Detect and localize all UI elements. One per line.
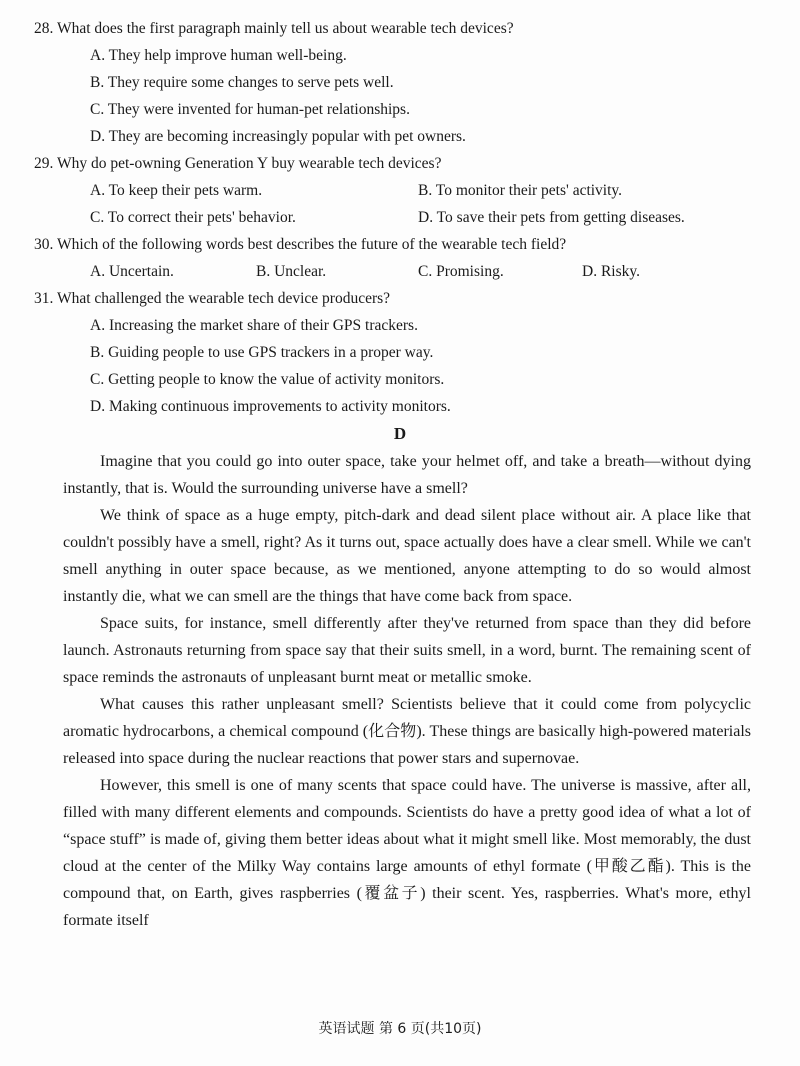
question-31-option-a: A. Increasing the market share of their GPS trackers. bbox=[90, 317, 418, 334]
question-28-option-c: C. They were invented for human-pet relationships. bbox=[90, 101, 410, 118]
passage-paragraph-1: Imagine that you could go into outer space, take your helmet off, and take a breath—without dying instantly, that is. Would the surrounding universe have a smell? bbox=[63, 453, 751, 497]
question-29-stem: 29. Why do pet-owning Generation Y buy wearable tech devices? bbox=[34, 155, 442, 172]
page-footer: 英语试题 第 6 页(共10页) bbox=[318, 1021, 482, 1037]
question-29-option-a: A. To keep their pets warm. bbox=[90, 182, 263, 199]
passage-paragraph-3: Space suits, for instance, smell differently after they've returned from space than they did before launch. Astronauts returning from space say that their suits smell, in a word, burnt. The remaining scent of space reminds the astronauts of unpleasant burnt meat or metallic smoke. bbox=[63, 615, 751, 686]
question-31-option-d: D. Making continuous improvements to activity monitors. bbox=[90, 398, 451, 415]
question-28-option-b: B. They require some changes to serve pets well. bbox=[90, 74, 394, 91]
question-30-option-d: D. Risky. bbox=[582, 263, 640, 280]
question-30-stem: 30. Which of the following words best describes the future of the wearable tech field? bbox=[34, 236, 567, 253]
question-28-option-a: A. They help improve human well-being. bbox=[90, 47, 347, 64]
question-29-option-d: D. To save their pets from getting diseases. bbox=[418, 209, 685, 226]
question-29-option-b: B. To monitor their pets' activity. bbox=[418, 182, 623, 199]
question-30-option-a: A. Uncertain. bbox=[90, 263, 174, 280]
passage-paragraph-5: However, this smell is one of many scents that space could have. The universe is massive, after all, filled with many different elements and compounds. Scientists do have a pretty good idea of what a lot of “space stuff” is made of, giving them better ideas about what it might smell like. Most memorably, the dust cloud at the center of the Milky Way contains large amounts of ethyl formate (甲酸乙酯). This is the compound that, on Earth, gives raspberries (覆盆子) their scent. Yes, raspberries. What's more, ethyl formate itself bbox=[63, 777, 751, 929]
question-28-stem: 28. What does the first paragraph mainly tell us about wearable tech devices? bbox=[34, 20, 514, 37]
question-29-option-c: C. To correct their pets' behavior. bbox=[90, 209, 296, 226]
question-28-option-d: D. They are becoming increasingly popular with pet owners. bbox=[90, 128, 466, 145]
question-31-option-b: B. Guiding people to use GPS trackers in a proper way. bbox=[90, 344, 434, 361]
section-d-heading: D bbox=[393, 424, 407, 443]
section-d-passage bbox=[63, 448, 751, 934]
passage-paragraph-2: We think of space as a huge empty, pitch-dark and dead silent place without air. A place like that couldn't possibly have a smell, right? As it turns out, space actually does have a clear smell. While we can't smell anything in outer space because, as we mentioned, anyone attempting to do so would almost instantly die, what we can smell are the things that have come back from space. bbox=[63, 507, 751, 605]
question-30-option-b: B. Unclear. bbox=[256, 263, 327, 280]
question-31-option-c: C. Getting people to know the value of activity monitors. bbox=[90, 371, 445, 388]
question-31-stem: 31. What challenged the wearable tech device producers? bbox=[34, 290, 391, 307]
passage-paragraph-4: What causes this rather unpleasant smell? Scientists believe that it could come from polycyclic aromatic hydrocarbons, a chemical compound (化合物). These things are basically high-powered materials released into space during the nuclear reactions that power stars and supernovae. bbox=[63, 696, 751, 767]
question-30-option-c: C. Promising. bbox=[418, 263, 504, 280]
